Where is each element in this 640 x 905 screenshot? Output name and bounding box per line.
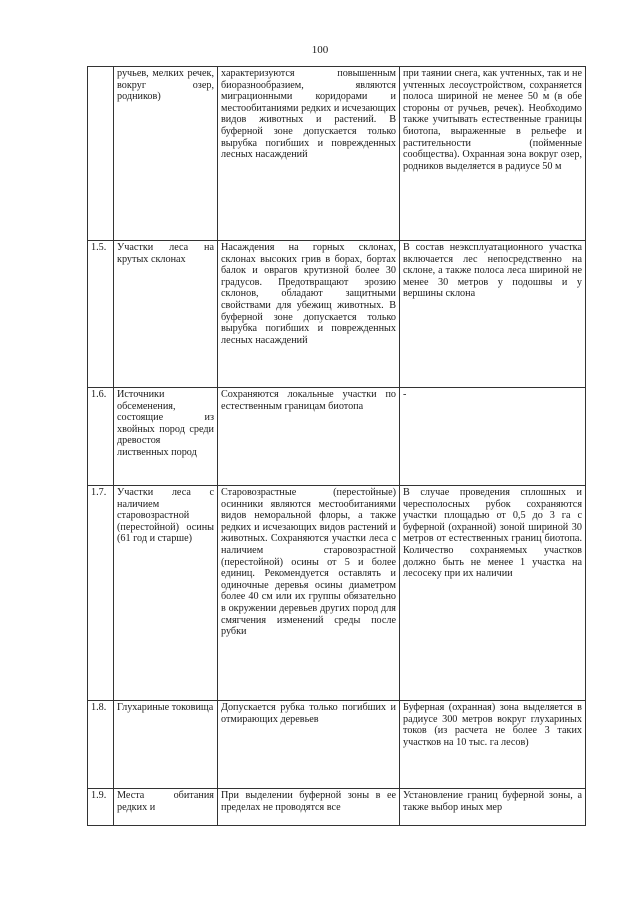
protection-measures: В состав неэксплуатационного участка включается лес непосредственно на склоне, а также полоса леса шириной не менее 30 метров у подошвы и у вершины склона <box>400 241 586 388</box>
table-row <box>88 241 586 388</box>
protection-measures: при таянии снега, как учтенных, так и не учтенных лесоустройством, сохраняется полоса шириной не менее 50 м (в обе стороны от ручьев, речек). Необходимо также учитывать естественные границы биотопа, выраженные в рельефе и растительности (пойменные сообщества). Охранная зона вокруг озер, родников выделяется в радиусе 50 м <box>400 67 586 241</box>
table-row <box>88 388 586 486</box>
biotope-name: Участки леса с наличием старовозрастной (перестойной) осины (61 год и старше) <box>114 486 218 701</box>
row-number: 1.9. <box>88 789 114 826</box>
protection-measures: Установление границ буферной зоны, а также выбор иных мер <box>400 789 586 826</box>
biotope-description: Насаждения на горных склонах, склонах высоких грив в борах, бортах балок и оврагов крутизной более 30 градусов. Предотвращают эрозию склонов, обладают защитными свойствами для убежищ животных. В буферной зоне допускается только вырубка погибших и поврежденных лесных насаждений <box>218 241 400 388</box>
biotope-description: При выделении буферной зоны в ее пределах не проводятся все <box>218 789 400 826</box>
table-row <box>88 486 586 701</box>
row-number: 1.5. <box>88 241 114 388</box>
biotope-name: Источники обсеменения, состоящие из хвойных пород среди древостоя лиственных пород <box>114 388 218 486</box>
row-number: 1.6. <box>88 388 114 486</box>
biotope-name: Глухариные токовища <box>114 701 218 789</box>
biotope-name: ручьев, мелких речек, вокруг озер, родников) <box>114 67 218 241</box>
protection-measures: В случае проведения сплошных и чересполосных рубок сохраняются участки площадью от 0,5 до 3 га с буферной (охранной) зоной шириной 30 метров от естественных границ биотопа. Количество сохраняемых участков должно быть не менее 1 участка на лесосеку при их наличии <box>400 486 586 701</box>
protection-measures: - <box>400 388 586 486</box>
row-number: 1.7. <box>88 486 114 701</box>
table-row <box>88 701 586 789</box>
biotope-description: характеризуются повышенным биоразнообразием, являются миграционными коридорами и местообитаниями редких и исчезающих видов животных и растений. В буферной зоне допускается только вырубка погибших и поврежденных лесных насаждений <box>218 67 400 241</box>
biotope-table <box>87 66 586 826</box>
biotope-description: Старовозрастные (перестойные) осинники являются местообитаниями видов неморальной флоры, а также редких и исчезающих видов растений и животных. Сохраняются участки леса с наличием старовозрастной (перестойной) осины от 5 и более единиц. Рекомендуется оставлять и одиночные деревья осины диаметром более 40 см или их группы обязательно в окружении деревьев других пород для смягчения изменений среды после рубки <box>218 486 400 701</box>
protection-measures: Буферная (охранная) зона выделяется в радиусе 300 метров вокруг глухариных токов (из расчета не более 3 таких участков на 10 тыс. га лесов) <box>400 701 586 789</box>
biotope-name: Места обитания редких и <box>114 789 218 826</box>
biotope-name: Участки леса на крутых склонах <box>114 241 218 388</box>
biotope-description: Сохраняются локальные участки по естественным границам биотопа <box>218 388 400 486</box>
row-number <box>88 67 114 241</box>
table-row <box>88 789 586 826</box>
biotope-description: Допускается рубка только погибших и отмирающих деревьев <box>218 701 400 789</box>
row-number: 1.8. <box>88 701 114 789</box>
page-number: 100 <box>311 44 329 56</box>
table-row <box>88 67 586 241</box>
